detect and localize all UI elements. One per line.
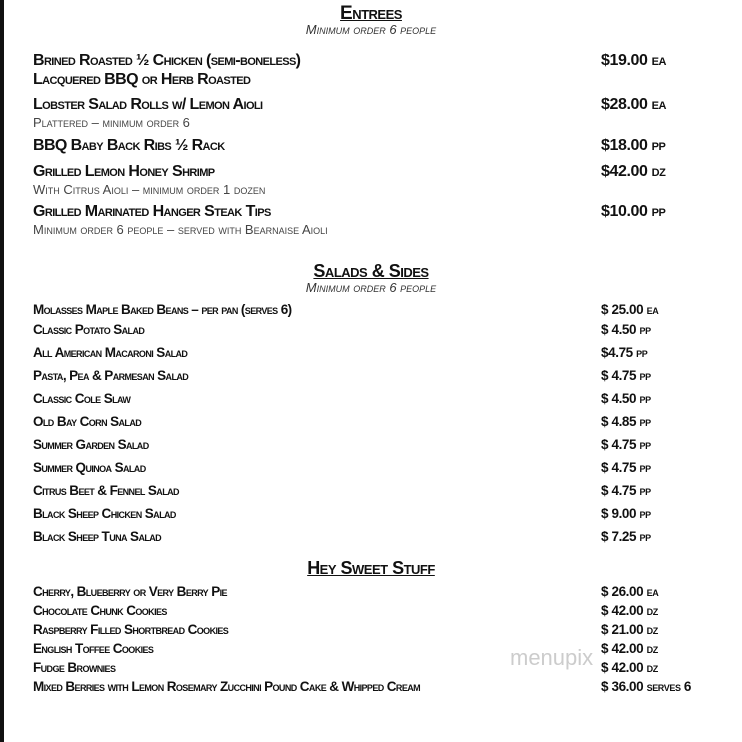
- item-name: All American Macaroni Salad: [33, 345, 188, 360]
- item-price: $ 36.00 serves 6: [601, 679, 692, 694]
- item-note: With Citrus Aioli – minimum order 1 dozen: [33, 182, 266, 197]
- item-name: Fudge Brownies: [33, 660, 116, 675]
- item-name: Cherry, Blueberry or Very Berry Pie: [33, 584, 227, 599]
- item-name: Grilled Marinated Hanger Steak Tips: [33, 203, 271, 220]
- section-title: Entrees: [340, 3, 402, 24]
- item-price: $ 7.25 pp: [601, 529, 651, 544]
- item-name: Classic Cole Slaw: [33, 391, 131, 406]
- item-name: Chocolate Chunk Cookies: [33, 603, 167, 618]
- item-price: $ 26.00 ea: [601, 584, 659, 599]
- item-price: $19.00 ea: [601, 52, 667, 69]
- item-price: $18.00 pp: [601, 137, 666, 154]
- section-title: Salads & Sides: [313, 261, 429, 281]
- item-price: $ 4.75 pp: [601, 368, 651, 383]
- watermark-logo: menupix: [510, 645, 594, 670]
- item-note: Plattered – minimum order 6: [33, 115, 190, 130]
- item-name: English Toffee Cookies: [33, 641, 154, 656]
- section-subtitle: Minimum order 6 people: [305, 22, 437, 37]
- item-price: $42.00 dz: [601, 163, 666, 180]
- left-border: [0, 0, 4, 742]
- item-name: Black Sheep Tuna Salad: [33, 529, 162, 544]
- item-name: Old Bay Corn Salad: [33, 414, 142, 429]
- item-price: $ 25.00 ea: [601, 302, 659, 317]
- item-name: Summer Garden Salad: [33, 437, 149, 452]
- item-price: $ 4.50 pp: [601, 322, 651, 337]
- item-note: Minimum order 6 people – served with Bearnaise Aioli: [33, 222, 328, 237]
- section-subtitle: Minimum order 6 people: [305, 280, 437, 295]
- item-name: BBQ Baby Back Ribs ½ Rack: [33, 137, 225, 154]
- item-name: Brined Roasted ½ Chicken (semi-boneless): [33, 52, 301, 69]
- item-price: $ 4.85 pp: [601, 414, 651, 429]
- item-price: $ 42.00 dz: [601, 603, 658, 618]
- item-price: $ 4.50 pp: [601, 391, 651, 406]
- item-price: $28.00 ea: [601, 96, 667, 113]
- item-name: Raspberry Filled Shortbread Cookies: [33, 622, 229, 637]
- item-name: Molasses Maple Baked Beans – per pan (serves 6): [33, 302, 292, 317]
- item-name: Classic Potato Salad: [33, 322, 145, 337]
- item-name: Pasta, Pea & Parmesan Salad: [33, 368, 189, 383]
- item-price: $ 9.00 pp: [601, 506, 651, 521]
- item-price: $ 4.75 pp: [601, 483, 651, 498]
- item-name: Lobster Salad Rolls w/ Lemon Aioli: [33, 96, 263, 113]
- item-price: $ 21.00 dz: [601, 622, 658, 637]
- item-name: Grilled Lemon Honey Shrimp: [33, 163, 215, 180]
- item-price: $10.00 pp: [601, 203, 666, 220]
- item-price: $ 4.75 pp: [601, 460, 651, 475]
- item-name: Black Sheep Chicken Salad: [33, 506, 176, 521]
- item-price: $4.75 pp: [601, 345, 648, 360]
- section-title: Hey Sweet Stuff: [307, 558, 435, 578]
- item-price: $ 42.00 dz: [601, 660, 658, 675]
- item-name: Mixed Berries with Lemon Rosemary Zucchini Pound Cake & Whipped Cream: [33, 679, 421, 694]
- item-price: $ 4.75 pp: [601, 437, 651, 452]
- item-name: Summer Quinoa Salad: [33, 460, 146, 475]
- item-name: Citrus Beet & Fennel Salad: [33, 483, 179, 498]
- item-name-line2: Lacquered BBQ or Herb Roasted: [33, 71, 251, 88]
- item-price: $ 42.00 dz: [601, 641, 658, 656]
